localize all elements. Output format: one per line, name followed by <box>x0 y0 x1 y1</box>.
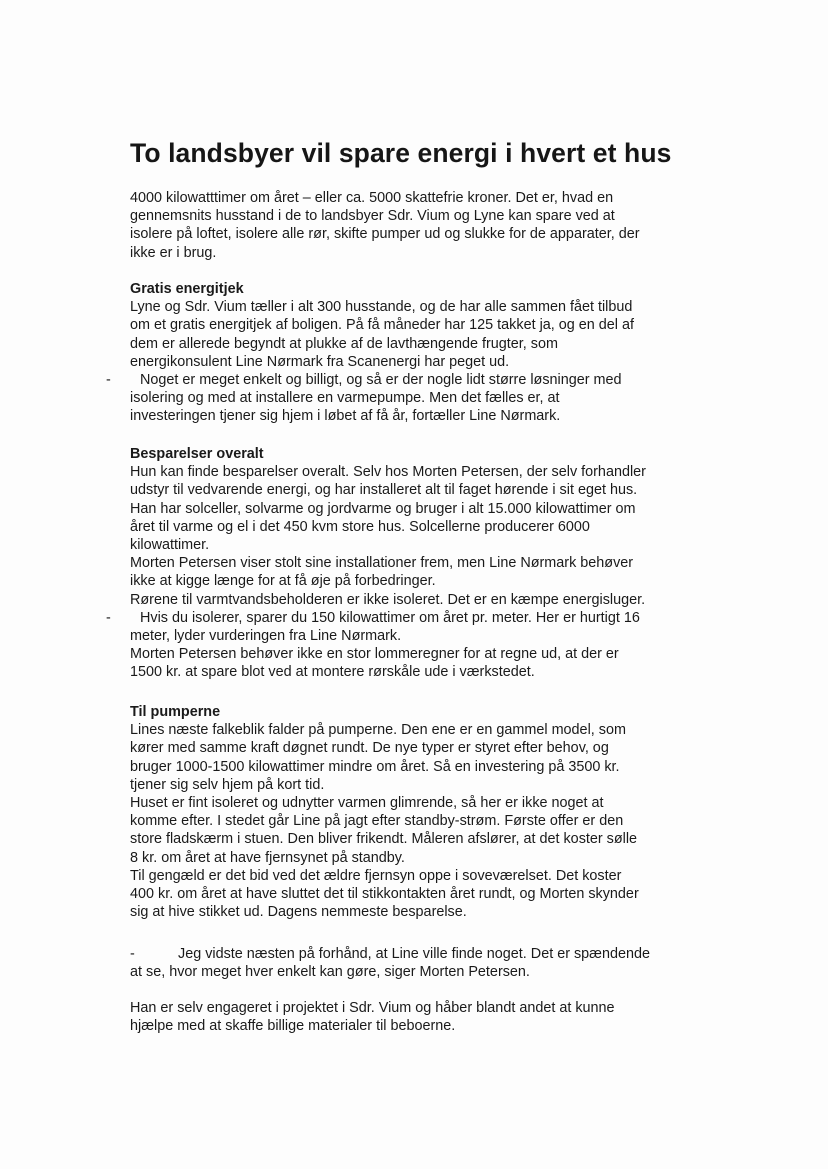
text-line: komme efter. I stedet går Line på jagt efter standby-strøm. Første offer er den <box>130 813 624 830</box>
section-til-pumperne <box>130 703 770 921</box>
text-line: at se, hvor meget hver enkelt kan gøre, siger Morten Petersen. <box>130 964 530 981</box>
quote-text: Jeg vidste næsten på forhånd, at Line ville finde noget. Det er spændende <box>178 946 651 962</box>
dash-marker: - <box>106 609 111 626</box>
dash-marker: - <box>106 371 111 388</box>
text-line: 400 kr. om året at have sluttet det til stikkontakten året rundt, og Morten skynder <box>130 885 639 902</box>
text-line: Lines næste falkeblik falder på pumperne. Den ene er en gammel model, som <box>130 722 626 739</box>
text-line: 1500 kr. at spare blot ved at montere rørskåle ude i værkstedet. <box>130 664 535 681</box>
text-line: ikke at kigge længe for at få øje på forbedringer. <box>130 573 436 590</box>
section-heading: Til pumperne <box>130 704 221 720</box>
quote-line <box>106 609 770 627</box>
quote-line <box>106 371 770 389</box>
text-line: Huset er fint isoleret og udnytter varmen glimrende, så her er ikke noget at <box>130 794 604 811</box>
dash-marker: - <box>130 946 135 962</box>
text-line: isolere på loftet, isolere alle rør, skifte pumper ud og slukke for de apparater, der <box>130 226 640 243</box>
intro-paragraph <box>130 189 770 262</box>
text-line: Morten Petersen viser stolt sine installationer frem, men Line Nørmark behøver <box>130 555 634 572</box>
text-line: Lyne og Sdr. Vium tæller i alt 300 husstande, og de har alle sammen fået tilbud <box>130 299 633 316</box>
text-line: året til varme og el i det 450 kvm store hus. Solcellerne producerer 6000 <box>130 518 590 535</box>
text-line: om et gratis energitjek af boligen. På få måneder har 125 takket ja, og en del af <box>130 317 634 334</box>
text-line: tjener sig selv hjem på kort tid. <box>130 776 325 793</box>
text-line: meter, lyder vurderingen fra Line Nørmark. <box>130 627 402 644</box>
section-besparelser-overalt <box>106 445 770 681</box>
section-gratis-energitjek <box>106 280 770 426</box>
section-heading: Besparelser overalt <box>130 446 264 462</box>
quote-text: Hvis du isolerer, sparer du 150 kilowattimer om året pr. meter. Her er hurtigt 16 <box>140 609 640 626</box>
text-line: bruger 1000-1500 kilowattimer mindre om året. Så en investering på 3500 kr. <box>130 758 620 775</box>
text-line: gennemsnits husstand i de to landsbyer Sdr. Vium og Lyne kan spare ved at <box>130 208 615 225</box>
text-line: isolering og med at installere en varmepumpe. Men det fælles er, at <box>130 390 560 407</box>
article-title: To landsbyer vil spare energi i hvert et hus <box>130 138 672 168</box>
text-line: store fladskærm i stuen. Den bliver frikendt. Måleren afslører, at det koster sølle <box>130 831 638 848</box>
text-line: Han er selv engageret i projektet i Sdr. Vium og håber blandt andet at kunne <box>130 1000 615 1016</box>
text-line: Til gengæld er det bid ved det ældre fjernsyn oppe i soveværelset. Det koster <box>130 867 622 884</box>
section-heading: Gratis energitjek <box>130 281 244 297</box>
text-line: Morten Petersen behøver ikke en stor lommeregner for at regne ud, at der er <box>130 646 619 663</box>
text-line: udstyr til vedvarende energi, og har installeret alt til faget hørende i sit eget hus. <box>130 482 638 499</box>
text-line: Han har solceller, solvarme og jordvarme og bruger i alt 15.000 kilowattimer om <box>130 500 636 517</box>
text-line: energikonsulent Line Nørmark fra Scanenergi har peget ud. <box>130 353 510 370</box>
text-line: 4000 kilowatttimer om året – eller ca. 5000 skattefrie kroner. Det er, hvad en <box>130 190 614 206</box>
quote-text: Noget er meget enkelt og billigt, og så er der nogle lidt større løsninger med <box>140 371 622 388</box>
text-line: dem er allerede begyndt at plukke af de lavthængende frugter, som <box>130 335 558 352</box>
closing-paragraph <box>130 999 770 1035</box>
text-line: kører med samme kraft døgnet rundt. De nye typer er styret efter behov, og <box>130 740 609 757</box>
text-line: Hun kan finde besparelser overalt. Selv hos Morten Petersen, der selv forhandler <box>130 464 646 481</box>
text-line: ikke er i brug. <box>130 244 217 261</box>
text-line: kilowattimer. <box>130 536 210 553</box>
text-line: sig at hive stikket ud. Dagens nemmeste besparelse. <box>130 904 467 921</box>
text-line: Rørene til varmtvandsbeholderen er ikke isoleret. Det er en kæmpe energisluger. <box>130 591 646 608</box>
text-line: 8 kr. om året at have fjernsynet på standby. <box>130 849 405 866</box>
quote-line <box>130 945 770 963</box>
text-line: hjælpe med at skaffe billige materialer til beboerne. <box>130 1018 456 1035</box>
closing-quote <box>130 945 770 981</box>
text-line: investeringen tjener sig hjem i løbet af få år, fortæller Line Nørmark. <box>130 408 561 425</box>
